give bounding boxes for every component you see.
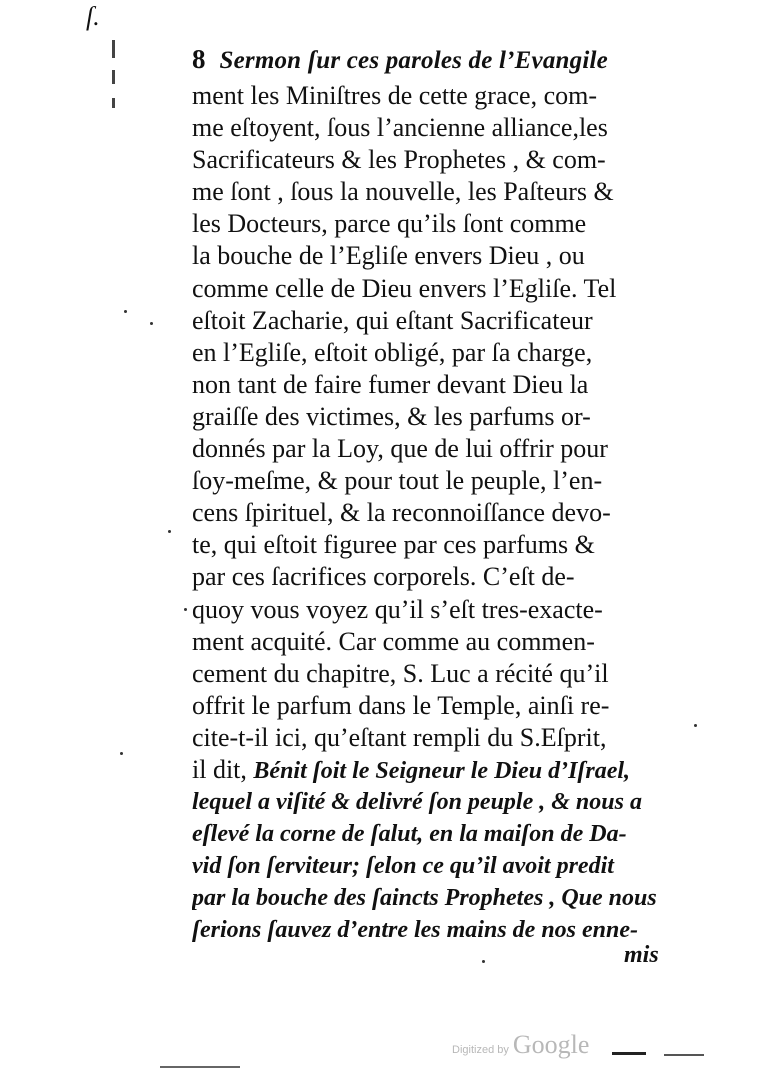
page-header [192,44,672,84]
text-line: par la bouche des ſaincts Prophetes , Que nous [192,885,657,912]
text-line: eſtoit Zacharie, qui eſtant Sacrificateur [192,305,593,335]
text-italic-part: Bénit ſoit le Seigneur le Dieu d’Iſrael, [253,757,631,784]
text-line: les Docteurs, parce qu’ils ſont comme [192,209,587,239]
text-line: offrit le parfum dans le Temple, ainſi re- [192,690,610,720]
text-roman-part: il dit, [192,754,254,784]
watermark-small-text: Digitized by [452,1044,509,1056]
text-line: la bouche de l’Egliſe envers Dieu , ou [192,241,585,271]
text-line: comme celle de Dieu envers l’Egliſe. Tel [192,273,617,303]
scan-speck [168,530,171,533]
body-text [192,80,672,947]
running-head: Sermon ſur ces paroles de l’Evangile [219,47,608,74]
scan-speck [150,322,153,325]
scan-speck [124,310,127,313]
text-line: me ſont , ſous la nouvelle, les Paſteurs & [192,177,614,207]
text-line: en l’Egliſe, eſtoit obligé, par ſa charge, [192,337,593,367]
scan-edge-mark [612,1052,646,1055]
text-line: non tant de faire fumer devant Dieu la [192,369,589,399]
scan-speck [184,608,187,611]
text-line: donnés par la Loy, que de lui offrir pour [192,434,608,464]
page-number: 8 [192,44,206,74]
scan-speck [694,724,697,727]
digitized-watermark [452,1030,589,1060]
text-line: ment acquité. Car comme au commen- [192,626,595,656]
scan-edge-mark [160,1066,240,1068]
gutter-marks [112,40,118,120]
text-line: lequel a viſité & delivré ſon peuple , & nous a [192,789,642,816]
text-line: me eſtoyent, ſous l’ancienne alliance,les [192,113,608,143]
text-line: cite-t-il ici, qu’eſtant rempli du S.Eſprit, [192,722,607,752]
scan-speck [120,752,123,755]
text-line: quoy vous voyez qu’il s’eſt tres-exacte- [192,594,603,624]
scan-edge-mark [664,1054,704,1056]
text-line-mixed [192,754,672,786]
text-line: cens ſpirituel, & la reconnoiſſance devo- [192,498,611,528]
corner-mark: ſ. [86,2,100,31]
text-line: Sacrificateurs & les Prophetes , & com- [192,145,606,175]
text-line: ment les Miniſtres de cette grace, com- [192,81,598,110]
catchword: mis [624,942,659,968]
text-line: vid ſon ſerviteur; ſelon ce qu’il avoit predit [192,853,614,880]
scan-speck [482,960,485,963]
text-line: te, qui eſtoit figuree par ces parfums & [192,530,595,560]
watermark-logo-text: Google [512,1030,590,1059]
text-line: ſoy-meſme, & pour tout le peuple, l’en- [192,466,603,496]
text-line: ſerions ſauvez d’entre les mains de nos enne- [192,917,638,944]
text-line: eſlevé la corne de ſalut, en la maiſon de Da- [192,821,627,848]
text-line: graiſſe des victimes, & les parfums or- [192,401,591,431]
text-line: par ces ſacrifices corporels. C’eſt de- [192,562,575,592]
text-line: cement du chapitre, S. Luc a récité qu’il [192,658,609,688]
